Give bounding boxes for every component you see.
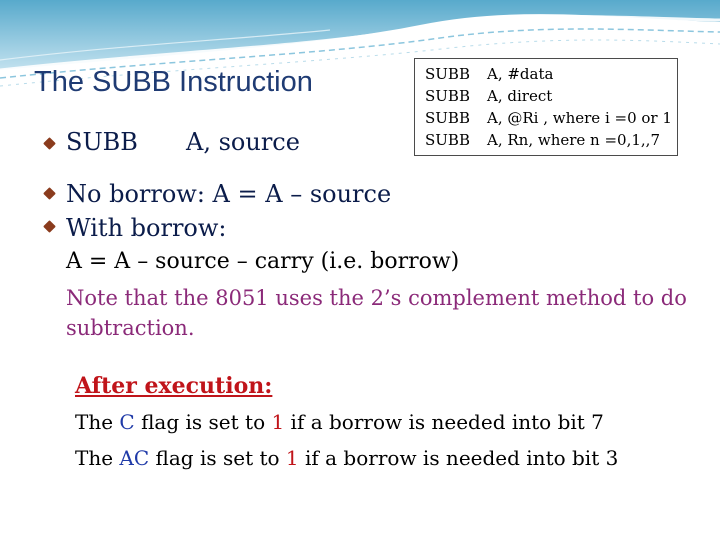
c-flag-suffix: if a borrow is needed into bit 7 bbox=[284, 410, 604, 434]
mode-row bbox=[425, 109, 672, 127]
bullet-icon bbox=[43, 220, 56, 233]
ac-flag-name: AC bbox=[119, 446, 150, 470]
syntax-line bbox=[66, 128, 300, 156]
mode-operand: A, direct bbox=[487, 87, 553, 105]
mode-operand: A, #data bbox=[487, 65, 554, 83]
bullet-icon bbox=[43, 187, 56, 200]
mode-row bbox=[425, 65, 554, 83]
mode-mnemonic: SUBB bbox=[425, 109, 470, 127]
mode-mnemonic: SUBB bbox=[425, 131, 470, 149]
borrow-formula: A = A – source – carry (i.e. borrow) bbox=[66, 249, 460, 274]
syntax-operand: A, source bbox=[186, 128, 300, 156]
mode-mnemonic: SUBB bbox=[425, 65, 470, 83]
c-flag-name: C bbox=[119, 410, 135, 434]
with-borrow-line: With borrow: bbox=[66, 214, 227, 242]
page-title: The SUBB Instruction bbox=[34, 66, 313, 98]
no-borrow-line: No borrow: A = A – source bbox=[66, 180, 392, 208]
syntax-mnemonic: SUBB bbox=[66, 128, 138, 156]
note-text: Note that the 8051 uses the 2’s complement method to do subtraction. bbox=[66, 286, 687, 340]
addressing-modes-box bbox=[414, 58, 678, 156]
after-execution-heading: After execution: bbox=[75, 373, 273, 399]
c-flag-mid: flag is set to bbox=[134, 410, 272, 434]
mode-mnemonic: SUBB bbox=[425, 87, 470, 105]
c-flag-line bbox=[75, 410, 604, 434]
ac-flag-value: 1 bbox=[285, 446, 299, 470]
ac-flag-suffix: if a borrow is needed into bit 3 bbox=[298, 446, 619, 470]
bullet-icon bbox=[43, 137, 56, 150]
mode-row bbox=[425, 87, 553, 105]
c-flag-prefix: The bbox=[75, 410, 120, 434]
ac-flag-line bbox=[75, 446, 618, 470]
mode-row bbox=[425, 131, 660, 149]
mode-operand: A, Rn, where n =0,1,,7 bbox=[487, 131, 660, 149]
ac-flag-mid: flag is set to bbox=[149, 446, 286, 470]
mode-operand: A, @Ri , where i =0 or 1 bbox=[487, 109, 672, 127]
ac-flag-prefix: The bbox=[75, 446, 120, 470]
c-flag-value: 1 bbox=[271, 410, 285, 434]
